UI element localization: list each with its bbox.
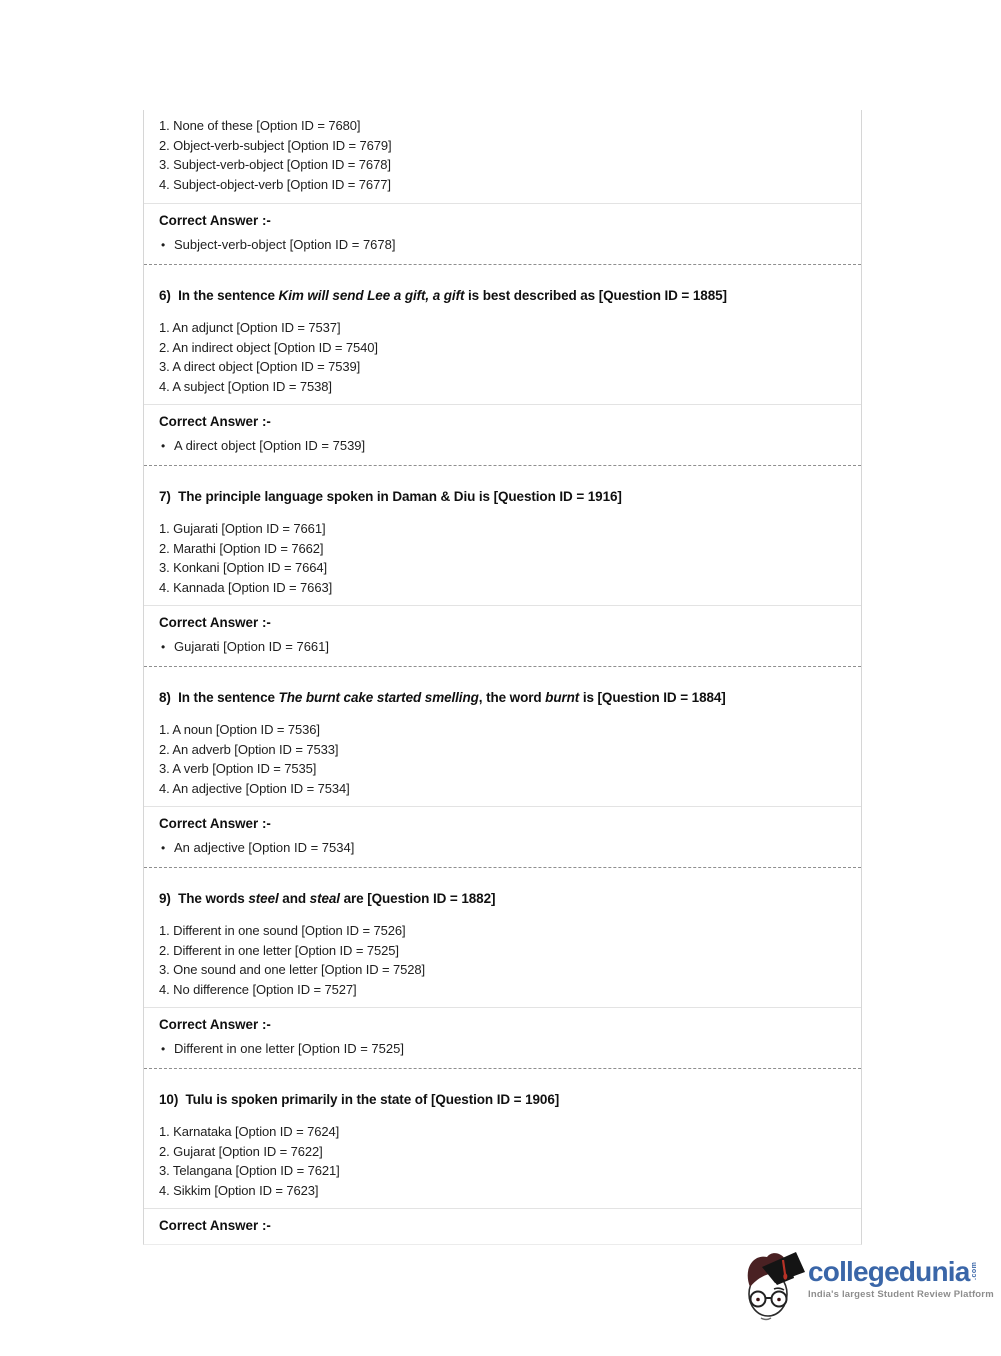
correct-answer-label: Correct Answer :- (159, 1017, 271, 1032)
question-block (144, 1069, 861, 1208)
option-item: 4. An adjective [Option ID = 7534] (159, 780, 350, 796)
option-item: 2. Object-verb-subject [Option ID = 7679] (159, 137, 392, 153)
logo-domain-suffix: .com (970, 1261, 978, 1281)
correct-answer-text: Different in one letter [Option ID = 7525] (174, 1041, 404, 1056)
answer-key-container (143, 110, 862, 1245)
correct-answer-value (159, 840, 846, 856)
question-header-segment: is best described as [Question ID = 1885] (464, 288, 727, 303)
option-item: 2. Different in one letter [Option ID = 7525] (159, 942, 399, 958)
bullet-icon: • (161, 640, 166, 654)
correct-answer-text: Subject-verb-object [Option ID = 7678] (174, 237, 396, 252)
question-header-italic-segment: The burnt cake started smelling (278, 690, 479, 705)
option-item: 4. Sikkim [Option ID = 7623] (159, 1182, 319, 1198)
option-item: 4. A subject [Option ID = 7538] (159, 378, 332, 394)
question-header (159, 1091, 846, 1108)
correct-answer-text: An adjective [Option ID = 7534] (174, 840, 355, 855)
correct-answer-section (144, 1208, 861, 1244)
option-item: 3. A direct object [Option ID = 7539] (159, 359, 361, 374)
correct-answer-section (144, 605, 861, 666)
question-header-italic-segment: steel (248, 891, 279, 906)
correct-answer-label: Correct Answer :- (159, 414, 271, 429)
option-item: 4. Subject-object-verb [Option ID = 7677] (159, 176, 391, 192)
question-blocks (144, 203, 861, 1244)
question-header-italic-segment: Kim will send Lee a gift, a gift (278, 288, 465, 303)
question-block (144, 667, 861, 806)
correct-answer-section (144, 404, 861, 465)
logo-brand-text: collegedunia (808, 1256, 970, 1287)
option-item: 2. An indirect object [Option ID = 7540] (159, 339, 378, 355)
question-header-segment: , the word (478, 690, 546, 705)
option-item: 4. No difference [Option ID = 7527] (159, 981, 357, 997)
question-header-segment: 8) In the sentence (159, 690, 279, 705)
collegedunia-mascot-icon (741, 1245, 805, 1323)
question-header (159, 689, 846, 706)
question-block (144, 868, 861, 1007)
option-item: 1. A noun [Option ID = 7536] (159, 722, 320, 737)
correct-answer-label: Correct Answer :- (159, 615, 271, 630)
correct-answer-section (144, 203, 861, 264)
question-header (159, 488, 846, 505)
option-item: 3. Konkani [Option ID = 7664] (159, 560, 328, 575)
question-options (159, 921, 846, 999)
question-header-segment: and (278, 891, 310, 906)
correct-answer-label: Correct Answer :- (159, 1218, 271, 1233)
correct-answer-text: Gujarati [Option ID = 7661] (174, 639, 330, 654)
option-item: 3. Subject-verb-object [Option ID = 7678] (159, 157, 391, 172)
option-item: 4. Kannada [Option ID = 7663] (159, 579, 333, 595)
question5-options (144, 110, 861, 203)
question-header (159, 890, 846, 907)
question-header-segment: 9) The words (159, 891, 249, 906)
correct-answer-label: Correct Answer :- (159, 213, 271, 228)
question-header-segment: is [Question ID = 1884] (579, 690, 726, 705)
option-item: 2. Gujarat [Option ID = 7622] (159, 1143, 323, 1159)
correct-answer-value (159, 438, 846, 454)
question-header-segment: 10) Tulu is spoken primarily in the state of [Question ID = 1906] (159, 1092, 560, 1107)
option-item: 3. A verb [Option ID = 7535] (159, 761, 317, 776)
correct-answer-section (144, 806, 861, 867)
correct-answer-value (159, 1041, 846, 1057)
option-item: 3. One sound and one letter [Option ID = 7528] (159, 962, 426, 977)
correct-answer-value (159, 237, 846, 253)
question-block (144, 265, 861, 404)
question-header-italic-segment: burnt (545, 690, 580, 705)
question-options (159, 519, 846, 597)
correct-answer-section (144, 1007, 861, 1068)
bullet-icon: • (161, 238, 166, 252)
logo-text (808, 1245, 994, 1300)
question-header-segment: 6) In the sentence (159, 288, 279, 303)
option-item: 1. An adjunct [Option ID = 7537] (159, 320, 341, 335)
correct-answer-label: Correct Answer :- (159, 816, 271, 831)
option-item: 1. Gujarati [Option ID = 7661] (159, 521, 326, 536)
correct-answer-text: A direct object [Option ID = 7539] (174, 438, 366, 453)
bullet-icon: • (161, 841, 166, 855)
question-block (144, 466, 861, 605)
option-item: 1. Karnataka [Option ID = 7624] (159, 1124, 340, 1139)
option-item: 2. An adverb [Option ID = 7533] (159, 741, 339, 757)
logo-tagline: India's largest Student Review Platform (808, 1289, 994, 1300)
question-options (159, 720, 846, 798)
question-header-segment: 7) The principle language spoken in Daman & Diu is [Question ID = 1916] (159, 489, 622, 504)
question-header (159, 287, 846, 304)
bullet-icon: • (161, 1042, 166, 1056)
collegedunia-logo (741, 1245, 994, 1323)
question-options (159, 1122, 846, 1200)
question-header-segment: are [Question ID = 1882] (339, 891, 496, 906)
option-item: 2. Marathi [Option ID = 7662] (159, 540, 324, 556)
bullet-icon: • (161, 439, 166, 453)
correct-answer-value (159, 639, 846, 655)
option-item: 1. Different in one sound [Option ID = 7526] (159, 923, 406, 938)
question-header-italic-segment: steal (309, 891, 340, 906)
option-item: 3. Telangana [Option ID = 7621] (159, 1163, 340, 1178)
question-options (159, 318, 846, 396)
option-item: 1. None of these [Option ID = 7680] (159, 118, 361, 133)
